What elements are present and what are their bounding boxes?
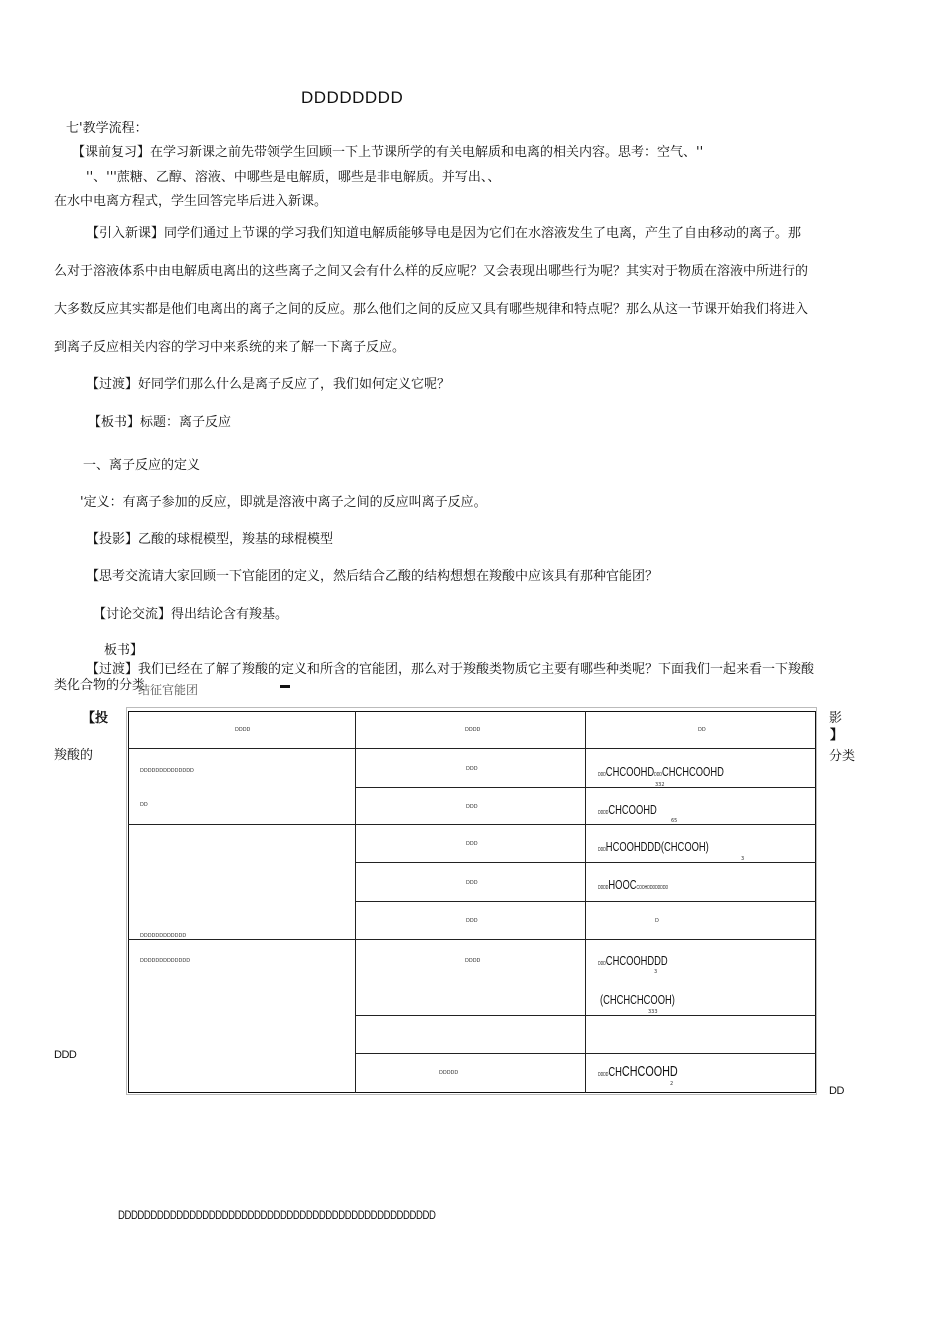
table-header: DDDD bbox=[465, 727, 481, 733]
paragraph-line: '定义：有离子参加的反应，即就是溶液中离子之间的反应叫离子反应。 bbox=[80, 495, 487, 510]
formula-cell: DDDDHOOCCOOHDDDDDDDD bbox=[598, 877, 669, 892]
overlapped-text: 结征官能团 bbox=[138, 683, 199, 697]
paragraph-line: 在水中电离方程式，学生回答完毕后进入新课。 bbox=[54, 194, 328, 209]
formula-cell: DDDDCHCHCOOHD bbox=[598, 1063, 678, 1080]
formula-cell: DDDDCHCOOHD bbox=[598, 802, 657, 817]
formula-subscript: 3 bbox=[654, 969, 658, 975]
side-label: 分类 bbox=[829, 749, 856, 764]
paragraph-line: 【引入新课】同学们通过上节课的学习我们知道电解质能够导电是因为它们在水溶液发生了电离，产生了自由移动的离子。那 bbox=[86, 226, 802, 241]
paragraph-line: 【过渡】好同学们那么什么是离子反应了，我们如何定义它呢？ bbox=[86, 377, 451, 392]
table-cell: DDD bbox=[466, 880, 478, 886]
table-cell: DDDDDDDDDDDDDD bbox=[140, 768, 194, 774]
paragraph-line: 【思考交流请大家回顾一下官能团的定义，然后结合乙酸的结构想想在羧酸中应该具有那种官能团？ bbox=[86, 569, 659, 584]
section-heading: 一、离子反应的定义 bbox=[83, 458, 201, 473]
table-divider bbox=[128, 824, 816, 825]
paragraph-line: 到离子反应相关内容的学习中来系统的来了解一下离子反应。 bbox=[54, 340, 406, 355]
table-cell: DDDDDDDDDDDD bbox=[140, 933, 187, 939]
table-divider bbox=[355, 862, 816, 863]
table-divider bbox=[355, 787, 816, 788]
paragraph-line: 板书】 bbox=[104, 643, 144, 658]
table-divider bbox=[128, 939, 816, 940]
footer-text: DDDDDDDDDDDDDDDDDDDDDDDDDDDDDDDDDDDDDDDDDDDDDDDDD bbox=[118, 1210, 436, 1222]
table-header: DD bbox=[698, 727, 706, 733]
formula-cell: D bbox=[655, 918, 659, 924]
table-cell: DDDD bbox=[465, 958, 481, 964]
paragraph-line: 大多数反应其实都是他们电离出的离子之间的反应。那么他们之间的反应又具有哪些规律和特点呢？那么从这一节课开始我们将进入 bbox=[54, 302, 809, 317]
table-divider bbox=[355, 1015, 816, 1016]
table-divider bbox=[585, 711, 586, 1093]
table-divider bbox=[355, 1053, 816, 1054]
side-label: DDD bbox=[54, 1049, 77, 1061]
table-divider bbox=[128, 748, 816, 749]
paragraph-line: 【讨论交流】得出结论含有羧基。 bbox=[93, 607, 289, 622]
formula-subscript: 333 bbox=[648, 1009, 658, 1015]
side-label: 【投 bbox=[82, 711, 109, 726]
paragraph-line: 【投影】乙酸的球棍模型，羧基的球棍模型 bbox=[86, 532, 334, 547]
side-label: 羧酸的 bbox=[54, 748, 94, 763]
table-cell: DD bbox=[140, 802, 148, 808]
table-cell: DDD bbox=[466, 766, 478, 772]
paragraph-line: 【过渡】我们已经在了解了羧酸的定义和所含的官能团，那么对于羧酸类物质它主要有哪些种类呢？下面我们一起来看一下羧酸 bbox=[86, 662, 815, 677]
paragraph-line: 【板书】标题：离子反应 bbox=[88, 415, 232, 430]
formula-cell: DDDCHCOOHDDDDCHCHCOOHD bbox=[598, 764, 724, 779]
side-label: DD bbox=[829, 1085, 844, 1097]
dash-mark bbox=[280, 685, 290, 688]
paragraph-line: 【课前复习】在学习新课之前先带领学生回顾一下上节课所学的有关电解质和电离的相关内容。思考：空气、'' bbox=[72, 145, 704, 160]
formula-subscript: 332 bbox=[655, 782, 665, 788]
formula-cell: DDDHCOOHDDD(CHCOOH) bbox=[598, 839, 709, 854]
paragraph-line: 么对于溶液体系中由电解质电离出的这些离子之间又会有什么样的反应呢？又会表现出哪些行为呢？其实对于物质在溶液中所进行的 bbox=[54, 264, 809, 279]
formula-cell: DDDCHCOOHDDD bbox=[598, 953, 668, 968]
table-divider bbox=[355, 901, 816, 902]
table-cell: DDDDD bbox=[439, 1070, 459, 1076]
table-cell: DDD bbox=[466, 804, 478, 810]
formula-cell: (CHCHCHCOOH) bbox=[600, 992, 675, 1007]
formula-subscript: 3 bbox=[741, 856, 745, 862]
side-label: 影 bbox=[829, 711, 843, 726]
page-title: DDDDDDDD bbox=[301, 88, 404, 107]
section-heading: 七'教学流程： bbox=[66, 121, 148, 136]
table-cell: DDD bbox=[466, 841, 478, 847]
paragraph-line: 类化合物的分类 bbox=[54, 678, 146, 693]
table-header: DDDD bbox=[235, 727, 251, 733]
side-label: 】 bbox=[830, 728, 844, 743]
table-divider bbox=[355, 711, 356, 1093]
formula-subscript: 65 bbox=[671, 818, 678, 824]
table-cell: DDDDDDDDDDDDD bbox=[140, 958, 191, 964]
paragraph-line: ''、'''蔗糖、乙醇、溶液、中哪些是电解质，哪些是非电解质。并写出、、 bbox=[86, 170, 501, 185]
formula-subscript: 2 bbox=[670, 1081, 674, 1087]
table-cell: DDD bbox=[466, 918, 478, 924]
